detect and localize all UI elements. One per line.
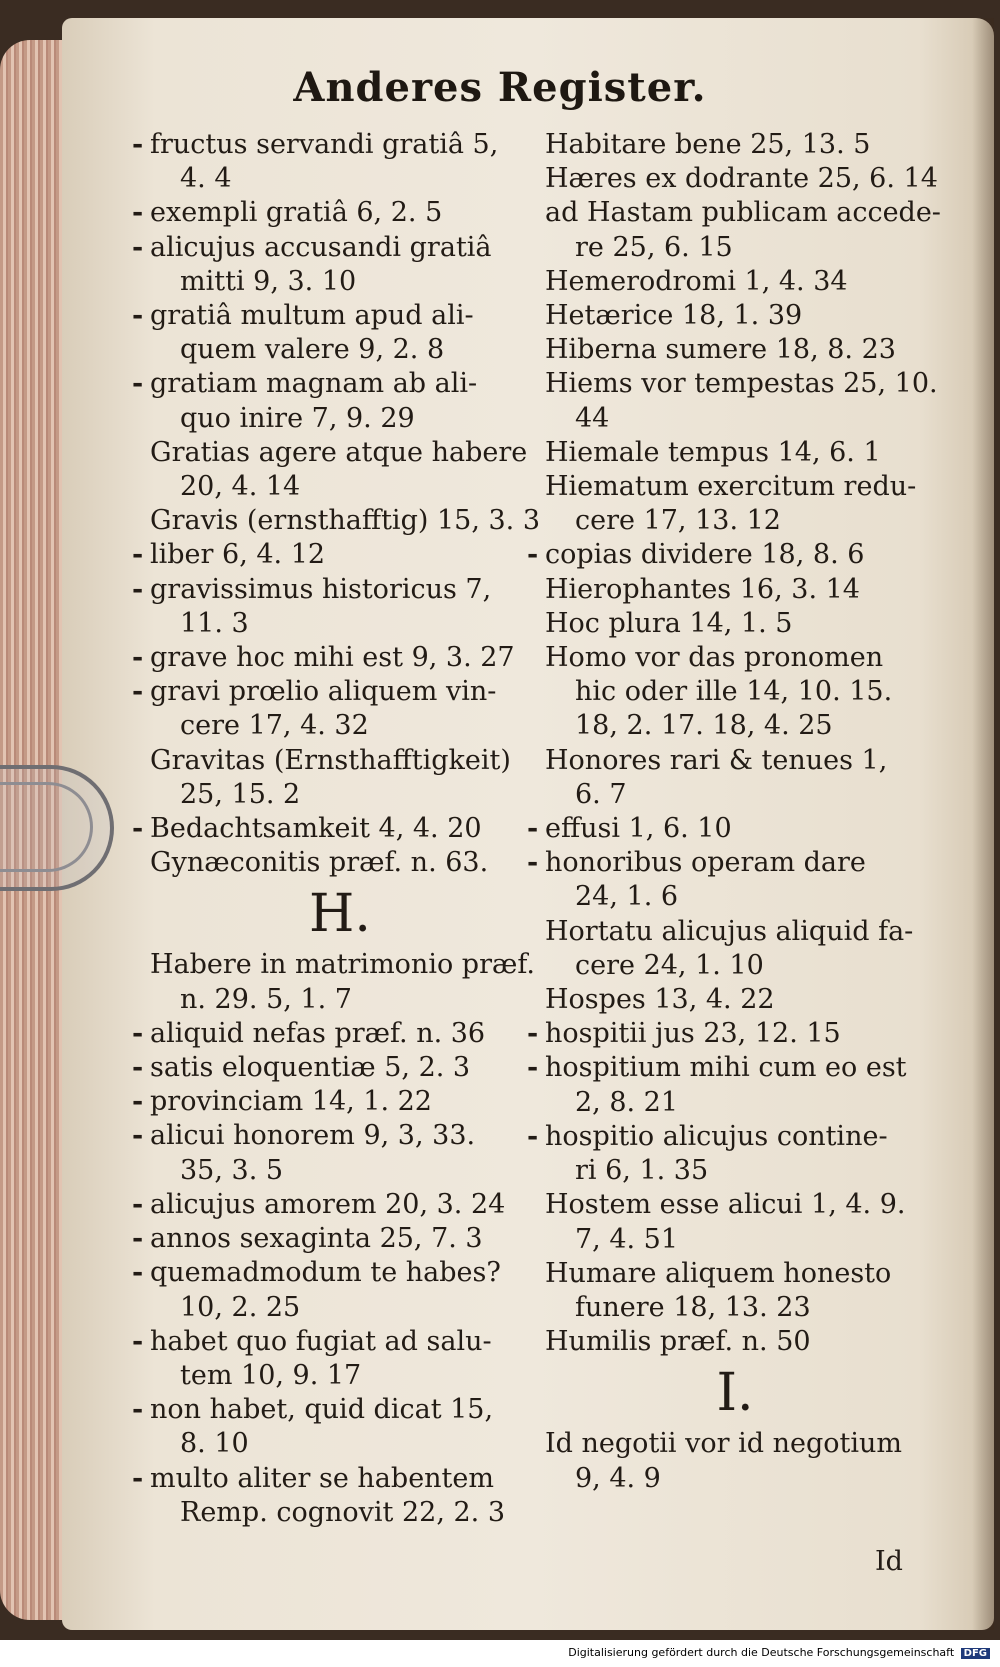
left-column — [150, 128, 541, 1530]
footer — [0, 1646, 990, 1659]
index-entry: Id negotii vor id negotium — [545, 1428, 903, 1460]
index-entry: 35, 3. 5 — [180, 1154, 284, 1186]
index-entry: 6. 7 — [575, 778, 627, 810]
index-entry: Hetærice 18, 1. 39 — [545, 300, 803, 332]
dfg-logo: DFG — [961, 1648, 990, 1659]
index-entry: Hiemale tempus 14, 6. 1 — [545, 436, 881, 468]
index-entry: - grave hoc mihi est 9, 3. 27 — [150, 641, 530, 675]
index-entry: - provinciam 14, 1. 22 — [150, 1085, 530, 1119]
index-entry: Humilis præf. n. 50 — [545, 1326, 811, 1358]
index-entry: - alicui honorem 9, 3, 33. — [150, 1119, 530, 1153]
index-entry: - copias dividere 18, 8. 6 — [545, 538, 925, 572]
index-entry: hic oder ille 14, 10. 15. — [575, 676, 893, 708]
index-entry: 11. 3 — [180, 607, 249, 639]
index-entry: Hiberna sumere 18, 8. 23 — [545, 334, 896, 366]
index-entry: Homo vor das pronomen — [545, 642, 884, 674]
index-entry: 25, 15. 2 — [180, 778, 301, 810]
index-entry: ad Hastam publicam accede- — [545, 197, 941, 229]
index-entry: - hospitii jus 23, 12. 15 — [545, 1017, 925, 1051]
index-entry: Hemerodromi 1, 4. 34 — [545, 265, 848, 297]
index-entry: 44 — [575, 402, 610, 434]
index-entry: Gravitas (Ernsthafftigkeit) — [150, 744, 511, 776]
index-entry: - annos sexaginta 25, 7. 3 — [150, 1222, 530, 1256]
index-entry: mitti 9, 3. 10 — [180, 265, 357, 297]
footer-credit: Digitalisierung gefördert durch die Deutsche Forschungsgemeinschaft — [568, 1646, 955, 1659]
index-entry: 24, 1. 6 — [575, 881, 679, 913]
index-entry: - non habet, quid dicat 15, — [150, 1393, 530, 1427]
index-entry: Hiematum exercitum redu- — [545, 471, 917, 503]
index-entry: Honores rari & tenues 1, — [545, 744, 888, 776]
index-entry: - gravi prœlio aliquem vin- — [150, 675, 530, 709]
index-entry: - habet quo fugiat ad salu- — [150, 1325, 530, 1359]
section-letter: I. — [716, 1363, 754, 1424]
index-entry: tem 10, 9. 17 — [180, 1359, 362, 1391]
index-entry: 18, 2. 17. 18, 4. 25 — [575, 710, 833, 742]
index-entry: 9, 4. 9 — [575, 1462, 661, 1494]
index-entry: cere 17, 4. 32 — [180, 710, 369, 742]
index-entry: Hiems vor tempestas 25, 10. — [545, 368, 938, 400]
index-entry: Gratias agere atque habere — [150, 436, 528, 468]
index-entry: 8. 10 — [180, 1428, 249, 1460]
index-entry: - satis eloquentiæ 5, 2. 3 — [150, 1051, 530, 1085]
index-entry: Hierophantes 16, 3. 14 — [545, 573, 860, 605]
index-entry: - honoribus operam dare — [545, 846, 925, 880]
catchword: Id — [875, 1546, 903, 1577]
index-entry: Hospes 13, 4. 22 — [545, 984, 775, 1016]
index-entry: - alicujus accusandi gratiâ — [150, 231, 530, 265]
section-letter: H. — [309, 884, 371, 945]
index-entry: - Bedachtsamkeit 4, 4. 20 — [150, 812, 530, 846]
index-entry: - gravissimus historicus 7, — [150, 573, 530, 607]
index-entry: cere 17, 13. 12 — [575, 505, 781, 537]
index-entry: 10, 2. 25 — [180, 1291, 301, 1323]
index-entry: Habere in matrimonio præf. — [150, 949, 535, 981]
index-entry: - liber 6, 4. 12 — [150, 538, 530, 572]
index-entry: - aliquid nefas præf. n. 36 — [150, 1017, 530, 1051]
index-entry: quem valere 9, 2. 8 — [180, 334, 445, 366]
index-entry: Hæres ex dodrante 25, 6. 14 — [545, 163, 938, 195]
index-entry: - gratiam magnam ab ali- — [150, 367, 530, 401]
index-entry: Remp. cognovit 22, 2. 3 — [180, 1496, 506, 1528]
index-entry: - alicujus amorem 20, 3. 24 — [150, 1188, 530, 1222]
index-entry: quo inire 7, 9. 29 — [180, 402, 415, 434]
index-entry: 4. 4 — [180, 163, 232, 195]
index-entry: n. 29. 5, 1. 7 — [180, 983, 352, 1015]
index-entry: - hospitium mihi cum eo est — [545, 1051, 925, 1085]
index-entry: 20, 4. 14 — [180, 471, 301, 503]
index-entry: cere 24, 1. 10 — [575, 949, 764, 981]
index-entry: - quemadmodum te habes? — [150, 1256, 530, 1290]
index-entry: Hoc plura 14, 1. 5 — [545, 607, 793, 639]
right-column — [545, 128, 941, 1496]
index-entry: Hortatu alicujus aliquid fa- — [545, 915, 914, 947]
index-entry: funere 18, 13. 23 — [575, 1291, 811, 1323]
index-entry: re 25, 6. 15 — [575, 231, 733, 263]
index-entry: Humare aliquem honesto — [545, 1257, 892, 1289]
index-entry: Gynæconitis præf. n. 63. — [150, 847, 489, 879]
spine-shadow — [972, 18, 994, 1630]
index-entry: 2, 8. 21 — [575, 1086, 679, 1118]
index-entry: - effusi 1, 6. 10 — [545, 812, 925, 846]
index-entry: Gravis (ernsthafftig) 15, 3. 3 — [150, 505, 541, 537]
index-entry: 7, 4. 51 — [575, 1223, 679, 1255]
index-entry: Habitare bene 25, 13. 5 — [545, 129, 871, 160]
paper-clip-inner — [0, 782, 93, 872]
index-entry: - multo aliter se habentem — [150, 1462, 530, 1496]
index-entry: ri 6, 1. 35 — [575, 1155, 709, 1187]
index-entry: - hospitio alicujus contine- — [545, 1120, 925, 1154]
index-entry: Hostem esse alicui 1, 4. 9. — [545, 1189, 906, 1221]
index-entry: - fructus servandi gratiâ 5, — [150, 128, 530, 162]
index-entry: - exempli gratiâ 6, 2. 5 — [150, 196, 530, 230]
index-entry: - gratiâ multum apud ali- — [150, 299, 530, 333]
page-header: Anderes Register. — [293, 64, 707, 111]
